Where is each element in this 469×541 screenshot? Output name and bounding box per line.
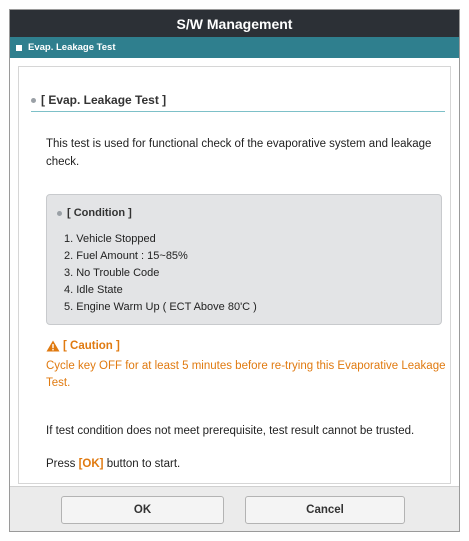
- caution-header: [46, 340, 120, 352]
- press-instruction: [46, 458, 180, 470]
- bullet-icon: [57, 211, 62, 216]
- warning-triangle-icon: [46, 340, 60, 352]
- test-content-panel: [18, 66, 451, 484]
- condition-item: 2. Fuel Amount : 15~85%: [64, 250, 188, 262]
- condition-item: 3. No Trouble Code: [64, 267, 160, 279]
- tab-label: Evap. Leakage Test: [28, 42, 116, 53]
- condition-item: 4. Idle State: [64, 284, 123, 296]
- ok-button[interactable]: OK: [61, 496, 224, 524]
- test-description: This test is used for functional check of the evaporative system and leakage check.: [46, 138, 432, 168]
- cancel-button[interactable]: Cancel: [245, 496, 405, 524]
- condition-item: 1. Vehicle Stopped: [64, 233, 156, 245]
- prerequisite-note: If test condition does not meet prerequisite, test result cannot be trusted.: [46, 425, 415, 437]
- condition-box: [46, 194, 442, 325]
- condition-item: 5. Engine Warm Up ( ECT Above 80'C ): [64, 301, 257, 313]
- tab-evap-leakage-test[interactable]: [10, 37, 459, 58]
- condition-header: [57, 207, 132, 219]
- caution-text: Cycle key OFF for at least 5 minutes before re-trying this Evaporative Leakage Test.: [46, 360, 446, 389]
- condition-list: [64, 231, 257, 316]
- square-icon: [16, 45, 22, 51]
- window-title: S/W Management: [10, 10, 459, 37]
- press-prefix: Press: [46, 458, 79, 470]
- bullet-icon: [31, 98, 36, 103]
- section-title: [ Evap. Leakage Test ]: [41, 93, 167, 107]
- press-suffix: button to start.: [103, 458, 181, 470]
- condition-title: [ Condition ]: [67, 207, 132, 219]
- button-bar: [10, 486, 460, 532]
- caution-title: [ Caution ]: [63, 340, 120, 352]
- sw-management-dialog: [9, 9, 460, 532]
- press-ok-highlight: [OK]: [78, 458, 104, 470]
- section-header: [31, 93, 445, 112]
